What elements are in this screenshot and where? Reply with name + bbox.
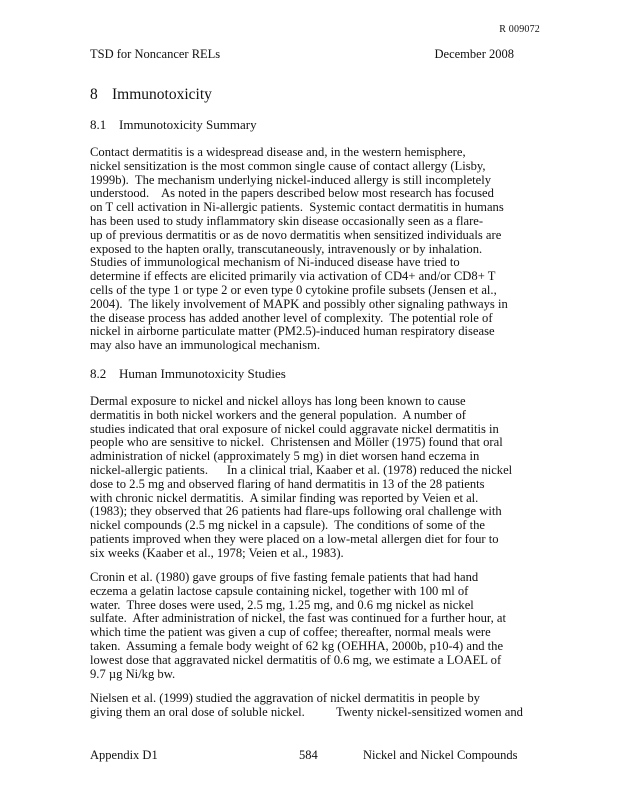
subsection-number: 8.2	[90, 366, 107, 381]
text-line: 9.7 µg Ni/kg bw.	[90, 666, 176, 681]
text-line: Cronin et al. (1980) gave groups of five fasting female patients that had hand	[90, 570, 479, 584]
text-line: patients improved when they were placed on a low-metal allergen diet for four to	[90, 531, 499, 546]
text-line: on T cell activation in Ni-allergic patients. Systemic contact dermatitis in humans	[90, 200, 504, 215]
page-number: 584	[299, 748, 318, 762]
text-line: which time the patient was given a cup of coffee; thereafter, normal meals were	[90, 625, 491, 640]
text-line: determine if effects are elicited primarily via activation of CD4+ and/or CD8+ T	[90, 269, 496, 284]
text-line: dose to 2.5 mg and observed flaring of hand dermatitis in 13 of the 28 patients	[90, 476, 485, 491]
text-line: may also have an immunological mechanism.	[90, 338, 321, 353]
text-line: lowest dose that aggravated nickel dermatitis of 0.6 mg, we estimate a LOAEL of	[90, 652, 502, 667]
text-line: giving them an oral dose of soluble nickel. Twenty nickel-sensitized women and	[90, 704, 523, 719]
subsection-heading-human-studies	[90, 366, 286, 382]
text-line: cells of the type 1 or type 2 or even type 0 cytokine profile subsets (Jensen et al.,	[90, 282, 497, 297]
text-line: Dermal exposure to nickel and nickel alloys has long been known to cause	[90, 394, 466, 408]
text-line: six weeks (Kaaber et al., 1978; Veien et al., 1983).	[90, 545, 344, 560]
footer-title: Nickel and Nickel Compounds	[363, 748, 518, 762]
header-date: December 2008	[434, 47, 514, 61]
text-line: eczema a gelatin lactose capsule containing nickel, together with 100 ml of	[90, 583, 469, 598]
human-studies-paragraph-2	[90, 571, 520, 681]
human-studies-paragraph-3	[90, 691, 523, 720]
text-line: studies indicated that oral exposure of nickel could aggravate nickel dermatitis in	[90, 421, 499, 436]
summary-paragraph	[90, 146, 520, 353]
text-line: nickel sensitization is the most common single cause of contact allergy (Lisby,	[90, 158, 486, 173]
subsection-title: Immunotoxicity Summary	[119, 117, 257, 132]
text-line: has been used to study inflammatory skin disease occasionally seen as a flare-	[90, 213, 484, 228]
text-line: people who are sensitive to nickel. Christensen and Möller (1975) found that oral	[90, 435, 503, 450]
text-line: 1999b). The mechanism underlying nickel-induced allergy is still incompletely	[90, 172, 492, 187]
subsection-title: Human Immunotoxicity Studies	[119, 366, 286, 381]
text-line: nickel compounds (2.5 mg nickel in a capsule). The conditions of some of the	[90, 518, 485, 533]
text-line: dermatitis in both nickel workers and the general population. A number of	[90, 407, 466, 422]
human-studies-paragraph-1	[90, 395, 520, 561]
text-line: sulfate. After administration of nickel, the fast was continued for a further hour, at	[90, 611, 507, 626]
header-title: TSD for Noncancer RELs	[90, 47, 221, 61]
text-line: nickel-allergic patients. In a clinical trial, Kaaber et al. (1978) reduced the nickel	[90, 462, 513, 477]
text-line: water. Three doses were used, 2.5 mg, 1.25 mg, and 0.6 mg nickel as nickel	[90, 597, 474, 612]
text-line: the disease process has added another level of complexity. The potential role of	[90, 310, 493, 325]
section-number: 8	[90, 86, 98, 103]
document-id: R 009072	[499, 24, 540, 35]
footer-appendix: Appendix D1	[90, 748, 158, 762]
text-line: 2004). The likely involvement of MAPK and possibly other signaling pathways in	[90, 296, 508, 311]
section-title: Immunotoxicity	[112, 86, 212, 103]
text-line: Contact dermatitis is a widespread disease and, in the western hemisphere,	[90, 145, 466, 159]
subsection-heading-summary	[90, 117, 257, 133]
text-line: up of previous dermatitis or as de novo dermatitis when sensitized individuals are	[90, 227, 502, 242]
section-heading	[90, 86, 212, 104]
text-line: exposed to the hapten orally, transcutaneously, intravenously or by inhalation.	[90, 241, 483, 256]
text-line: nickel in airborne particulate matter (PM2.5)-induced human respiratory disease	[90, 324, 495, 339]
text-line: administration of nickel (approximately 5 mg) in diet worsen hand eczema in	[90, 449, 480, 464]
text-line: with chronic nickel dermatitis. A similar finding was reported by Veien et al.	[90, 490, 479, 505]
text-line: understood. As noted in the papers described below most research has focused	[90, 186, 494, 201]
subsection-number: 8.1	[90, 117, 107, 132]
text-line: Nielsen et al. (1999) studied the aggravation of nickel dermatitis in people by	[90, 691, 480, 705]
text-line: (1983); they observed that 26 patients had flare-ups following oral challenge with	[90, 504, 502, 519]
text-line: Studies of immunological mechanism of Ni-induced disease have tried to	[90, 255, 460, 270]
text-line: taken. Assuming a female body weight of 62 kg (OEHHA, 2000b, p10-4) and the	[90, 638, 504, 653]
